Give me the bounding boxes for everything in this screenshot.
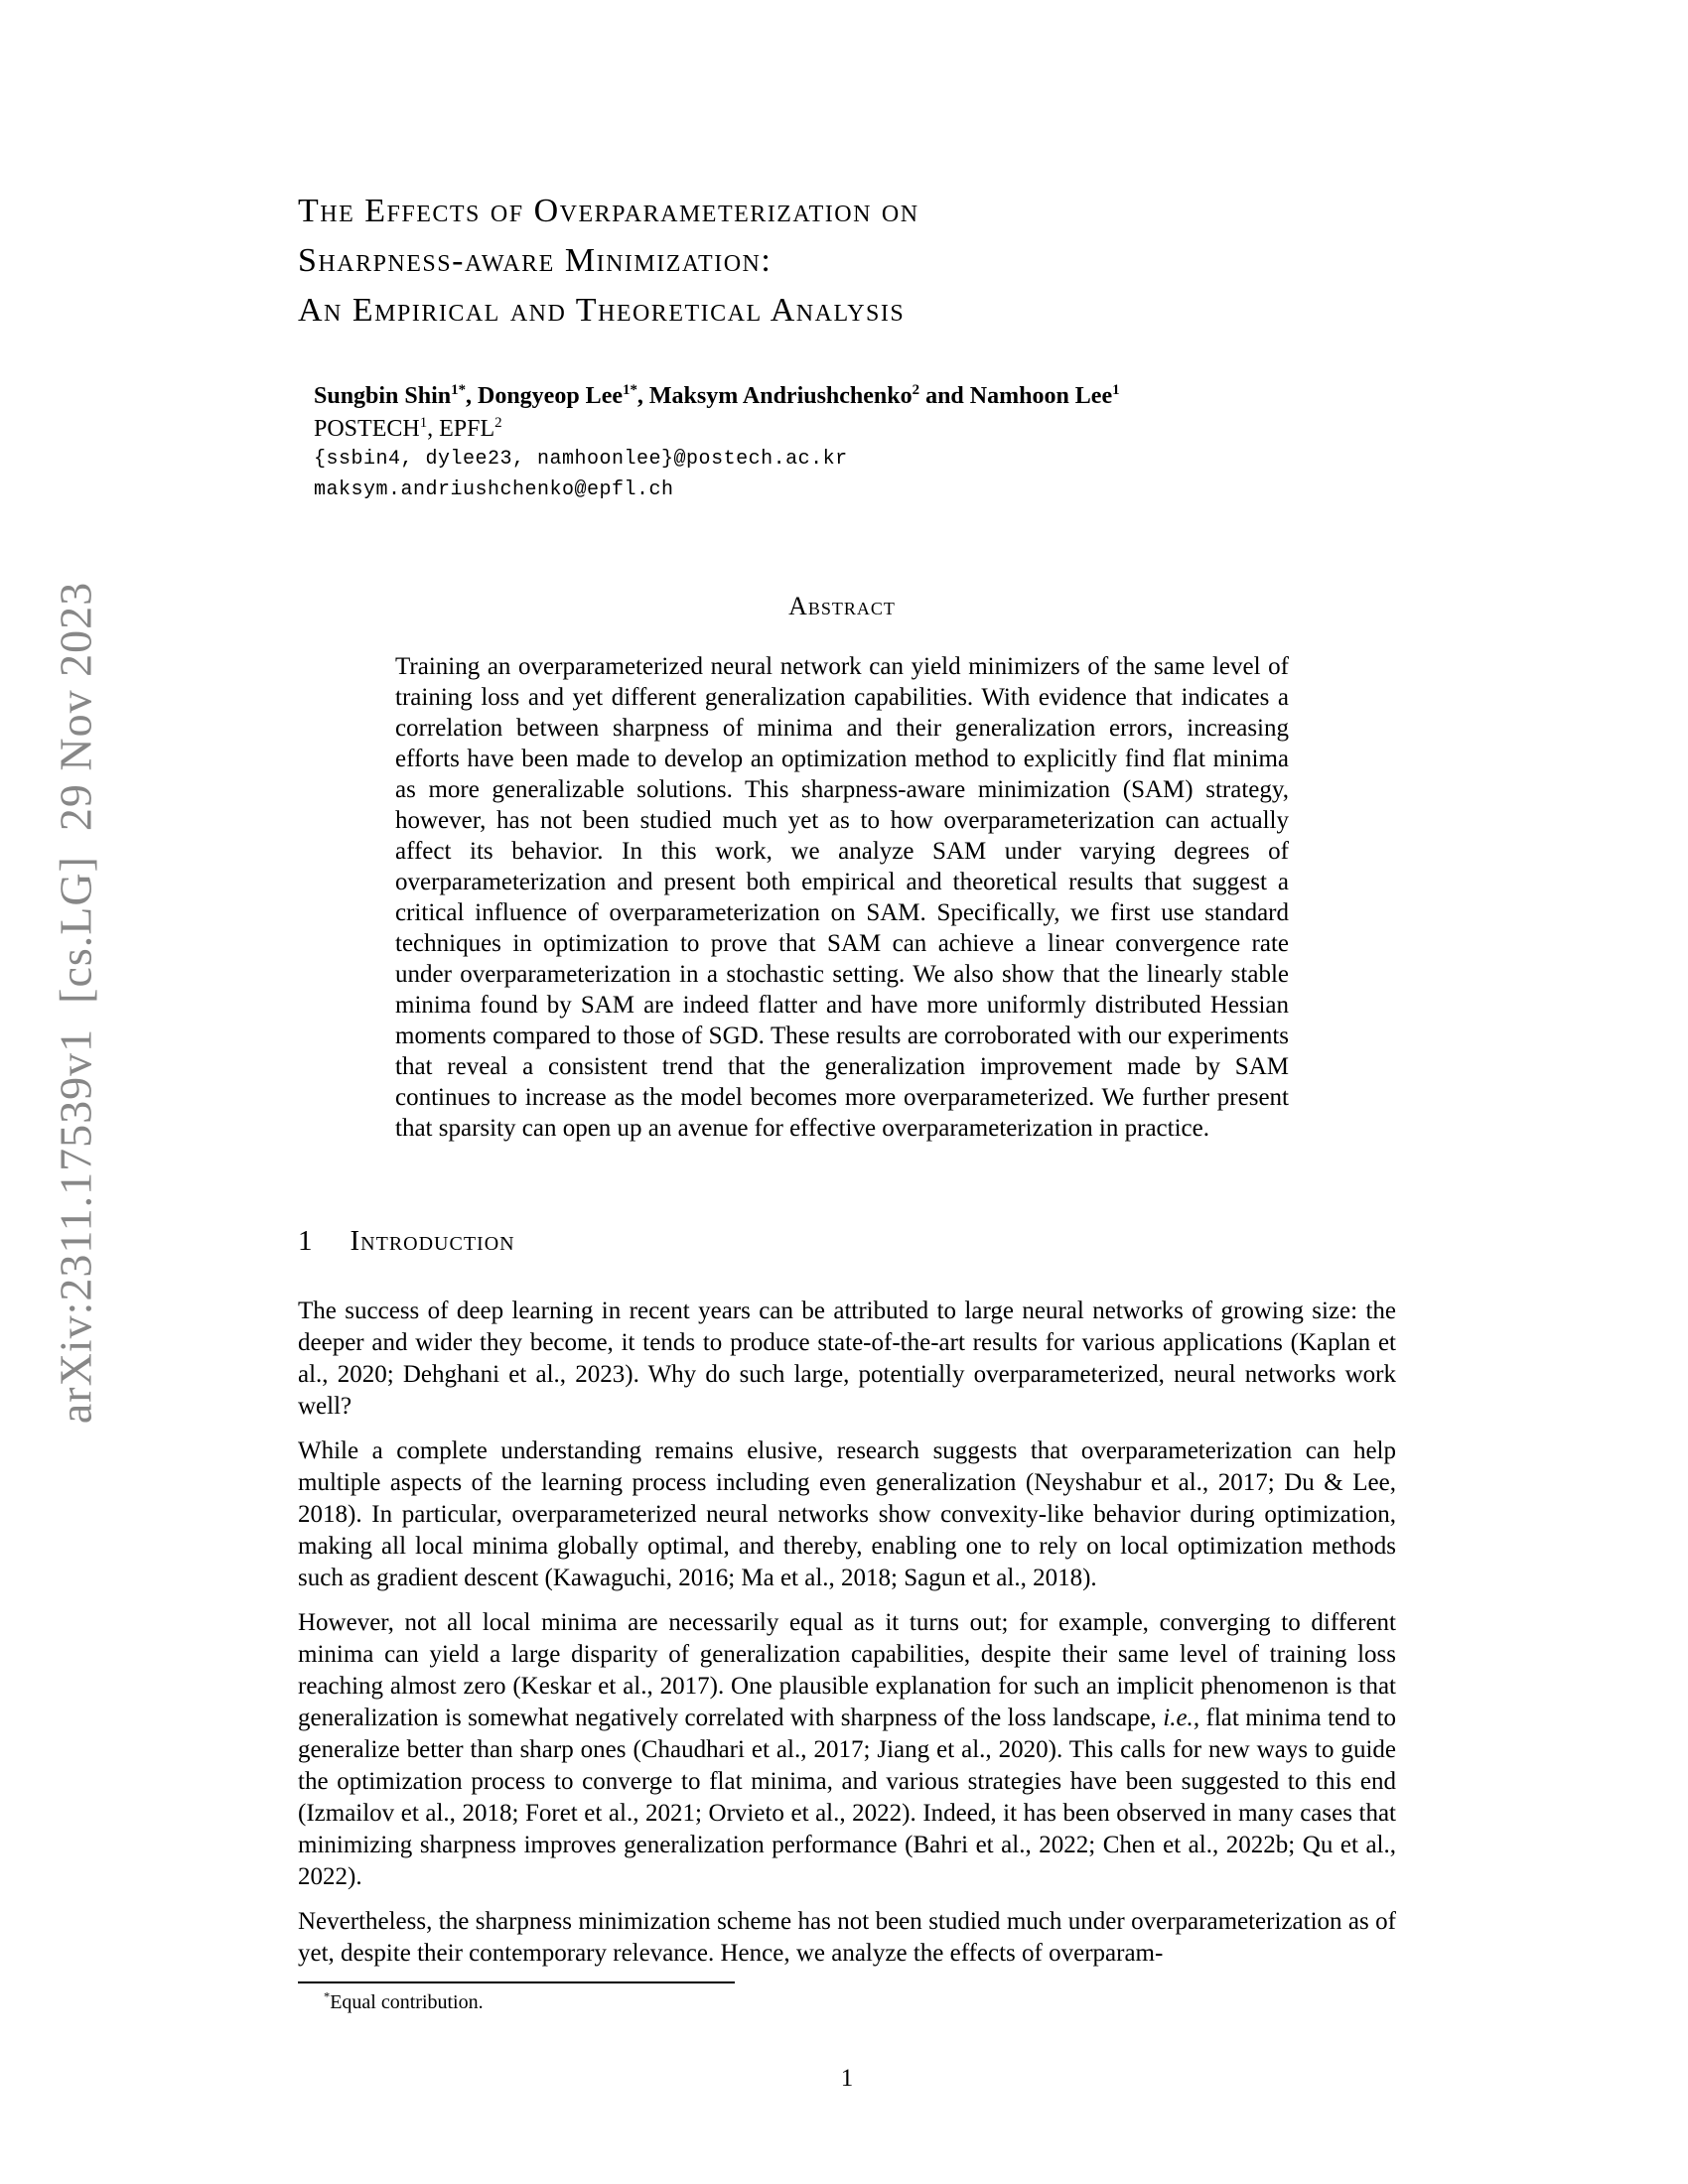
footnote-content: Equal contribution. [330, 1991, 484, 2013]
affiliation-line [314, 414, 1400, 444]
author-affil-marker: 1 [1112, 382, 1120, 398]
author-block [314, 380, 1400, 505]
intro-paragraph-3-italic: i.e. [1163, 1705, 1194, 1731]
author-name: Sungbin Shin [314, 383, 452, 409]
title-line-3: An Empirical and Theoretical Analysis [298, 292, 906, 329]
affiliation-marker: 2 [494, 415, 502, 431]
section-title: Introduction [350, 1225, 515, 1257]
affiliation-name: EPFL [439, 416, 495, 442]
intro-paragraph-4: Nevertheless, the sharpness minimization scheme has not been studied much under overparameterization as of yet, despite their contemporary relevance. Hence, we analyze the effects of overparam- [298, 1908, 1396, 1967]
affiliation-marker: 1 [419, 415, 428, 431]
author-affil-marker: 2 [912, 382, 920, 398]
page-number: 1 [840, 2065, 854, 2092]
author-separator: , [636, 383, 649, 409]
abstract-heading: Abstract [788, 592, 896, 620]
author-separator: , [466, 383, 478, 409]
author-line [314, 380, 1400, 412]
section-number: 1 [298, 1225, 313, 1257]
author-name: Maksym Andriushchenko [648, 383, 913, 409]
author-affil-marker: 1* [623, 382, 637, 398]
footnote-marker: * [324, 1989, 331, 2004]
footnote-block [298, 1981, 1396, 2015]
author-separator: and [919, 383, 970, 409]
arxiv-watermark: arXiv:2311.17539v1 [cs.LG] 29 Nov 2023 [50, 581, 101, 1425]
footnote-rule [298, 1981, 735, 1983]
affiliation-separator: , [427, 416, 440, 442]
intro-paragraph-3-post: , flat minima tend to generalize better than sharp ones (Chaudhari et al., 2017; Jiang et al., 2020). This calls for new ways to guide the optimization process to converge to flat minima, and various strategies have been suggested to this end (Izmailov et al., 2018; Foret et al., 2021; Orvieto et al., 2022). Indeed, it has been observed in many cases that minimizing sharpness improves generalization performance (Bahri et al., 2022; Chen et al., 2022b; Qu et al., 2022). [298, 1705, 1397, 1890]
intro-paragraph-3 [298, 1607, 1396, 1893]
section-heading [298, 1225, 1396, 1258]
author-affil-marker: 1* [451, 382, 466, 398]
author-name: Dongyeop Lee [478, 383, 623, 409]
abstract-body: Training an overparameterized neural network can yield minimizers of the same level of training loss and yet different generalization capabilities. With evidence that indicates a correlation between sharpness of minima and their generalization errors, increasing efforts have been made to develop an optimization method to explicitly find flat minima as more generalizable solutions. This sharpness-aware minimization (SAM) strategy, however, has not been studied much yet as to how overparameterization can actually affect its behavior. In this work, we analyze SAM under varying degrees of overparameterization and present both empirical and theoretical results that suggest a critical influence of overparameterization on SAM. Specifically, we first use standard techniques in optimization to prove that SAM can achieve a linear convergence rate under overparameterization in a stochastic setting. We also show that the linearly stable minima found by SAM are indeed flatter and have more uniformly distributed Hessian moments compared to those of SGD. These results are corroborated with our experiments that reveal a consistent trend that the generalization improvement made by SAM continues to increase as the model becomes more overparameterized. We further present that sparsity can open up an avenue for effective overparameterization in practice. [395, 653, 1289, 1142]
email-line-postech: {ssbin4, dylee23, namhoonlee}@postech.ac.kr [314, 448, 848, 471]
introduction-section [298, 1225, 1396, 1970]
intro-paragraph-2: While a complete understanding remains elusive, research suggests that overparameterization can help multiple aspects of the learning process including even generalization (Neyshabur et al., 2017; Du & Lee, 2018). In particular, overparameterized neural networks show convexity-like behavior during optimization, making all local minima globally optimal, and thereby, enabling one to rely on local optimization methods such as gradient descent (Kawaguchi, 2016; Ma et al., 2018; Sagun et al., 2018). [298, 1437, 1396, 1591]
title-line-2: Sharpness-aware Minimization: [298, 242, 773, 279]
affiliation-name: POSTECH [314, 416, 420, 442]
author-name: Namhoon Lee [969, 383, 1113, 409]
intro-paragraph-1: The success of deep learning in recent years can be attributed to large neural networks of growing size: the deeper and wider they become, it tends to produce state-of-the-art results for various applications (Kaplan et al., 2020; Dehghani et al., 2023). Why do such large, potentially overparameterized, neural networks work well? [298, 1297, 1396, 1420]
paper-title [298, 187, 1400, 336]
email-line-epfl: maksym.andriushchenko@epfl.ch [314, 478, 674, 501]
intro-paragraph-3-pre: However, not all local minima are necessarily equal as it turns out; for example, converging to different minima can yield a large disparity of generalization capabilities, despite their same level of training loss reaching almost zero (Keskar et al., 2017). One plausible explanation for such an implicit phenomenon is that generalization is somewhat negatively correlated with sharpness of the loss landscape, [298, 1609, 1396, 1731]
title-line-1: The Effects of Overparameterization on [298, 193, 919, 229]
abstract-section [395, 592, 1289, 1144]
footnote-text [324, 1989, 1396, 2015]
